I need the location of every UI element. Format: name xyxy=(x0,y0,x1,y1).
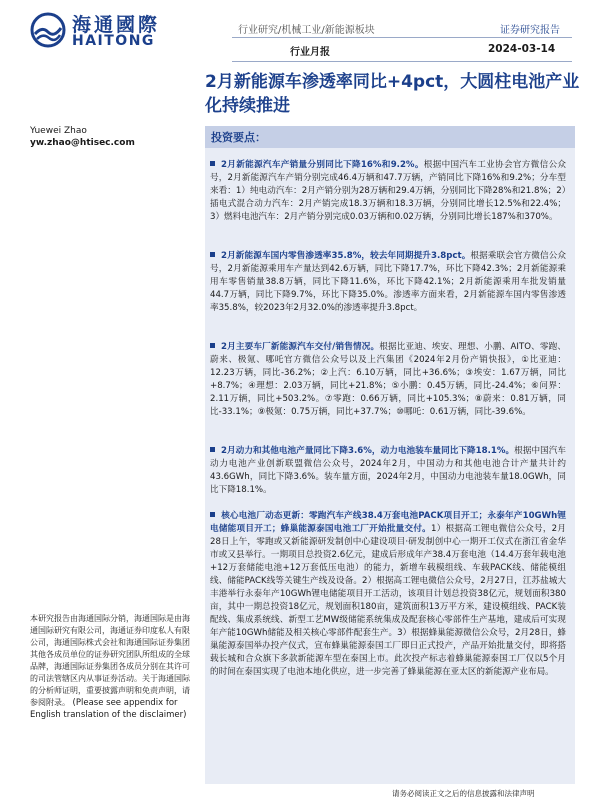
highlight-item xyxy=(210,250,566,315)
report-category: 行业研究/机械工业/新能源板块 xyxy=(238,25,375,36)
highlight-lead: 核心电池厂动态更新：零跑汽车产线38.4万套电池PACK项目开工；永泰年产10GWh锂电储能项目开工；蜂巢能源泰国电池工厂开始批量交付。 xyxy=(210,511,566,534)
bullet-icon xyxy=(210,447,215,452)
author-info xyxy=(30,125,135,149)
highlight-body: 根据中国汽车工业协会官方微信公众号，2月新能源汽车产销分别完成46.4万辆和47.7万辆，产销同比下降16%和9.2%；分车型来看：1）纯电动汽车：2月产销分别为28万辆和29.4万辆，分别同比下降28%和21.8%；2）插电式混合动力汽车：2月产销完成18.3万辆和18.3万辆，分别同比增长12.5%和22.4%；3）燃料电池汽车：2月产销分别完成0.03万辆和0.02万辆，分别同比增长187%和370%。 xyxy=(210,160,566,222)
header-divider xyxy=(232,37,572,38)
highlight-lead: 2月动力和其他电池产量同比下降3.6%，动力电池装车量同比下降18.1%。 xyxy=(221,446,515,456)
report-type: 行业月报 xyxy=(290,47,330,58)
report-title: 2月新能源车渗透率同比+4pct，大圆柱电池产业化持续推进 xyxy=(205,72,580,116)
haitong-logo-icon xyxy=(30,12,66,48)
disclaimer xyxy=(30,613,190,721)
highlight-item xyxy=(210,510,566,679)
bullet-icon xyxy=(210,252,215,257)
report-date: 2024-03-14 xyxy=(488,43,556,55)
report-header xyxy=(0,0,600,64)
highlight-lead: 2月主要车厂新能源汽车交付/销售情况。 xyxy=(221,342,380,352)
author-name: Yuewei Zhao xyxy=(30,126,87,136)
haitong-logo xyxy=(30,10,210,50)
report-label: 证券研究报告 xyxy=(500,25,560,36)
bullet-icon xyxy=(210,512,215,517)
highlight-body: 根据比亚迪、埃安、理想、小鹏、AITO、零跑、蔚来、极氪、哪吒官方微信公众号以及上汽集团《2024年2月份产销快报》，①比亚迪：12.23万辆，同比-36.2%；②上汽：6.10万辆，同比+36.6%；③埃安：1.67万辆，同比+8.7%；④理想：2.03万辆，同比+21.8%；⑤小鹏：0.45万辆，同比-24.4%；⑥问界：2.11万辆，同比+503.2%。⑦零跑：0.66万辆，同比+105.3%；⑧蔚来：0.81万辆，同比-33.1%；⑨极氪：0.75万辆，同比+37.7%；⑩哪吒：0.61万辆，同比-39.6%。 xyxy=(210,342,566,417)
bullet-icon xyxy=(210,343,215,348)
disclaimer-english: (Please see appendix for English translation of the disclaimer) xyxy=(30,698,187,720)
highlight-lead: 2月新能源车国内零售渗透率35.8%，较去年同期提升3.8pct。 xyxy=(221,251,471,261)
highlight-item xyxy=(210,341,566,419)
highlights-heading-bar xyxy=(205,126,575,148)
author-email[interactable]: yw.zhao@htisec.com xyxy=(30,138,135,148)
logo-english-name: HAITONG xyxy=(72,33,155,49)
highlight-lead: 2月新能源汽车产销量分别同比下降16%和9.2%。 xyxy=(221,160,424,170)
bullet-icon xyxy=(210,161,215,166)
disclaimer-chinese: 本研究报告由海通国际分销，海通国际是由海通国际研究有限公司，海通证券印度私人有限公司，海通国际株式会社和海通国际证券集团其他各成员单位的证券研究团队所组成的全球品牌，海通国际证券集团各成员分别在其许可的司法管辖区内从事证券活动。关于海通国际的分析师证明，重要披露声明和免责声明，请参阅附录。 xyxy=(30,614,190,707)
footer-notice: 请务必阅读正文之后的信息披露和法律声明 xyxy=(392,789,535,798)
highlight-item xyxy=(210,159,566,224)
highlight-body: 1）根据高工锂电微信公众号，2月28日上午，零跑或又新能源研发制创中心建设项目·研发制创中心一期开工仪式在浙江省金华市或又县举行。一期项目总投资2.6亿元，建成后形成年产38.4万套电池（14.4万套年载电池+12万套储能电池+12万套低压电池）的能力，新增车载模组线、车载PACK线、储能模组线、储能PACK线等关键生产线及设备。2）根据高工锂电微信公众号，2月27日，江苏盐城大丰港举行永泰年产10GWh锂电储能项目开工活动，该项目计划总投资38亿元，规划面积380亩，其中一期总投资18亿元，规划面积180亩，建筑面积13万平方米，建设模组线、PACK装配线、集成系统线、新型工艺MW级储能系统集成及配套核心零部件生产基地，建成后可实现年产能10GWh储能及相关核心零部件配套生产。3）根据蜂巢能源微信公众号，2月28日，蜂巢能源泰国举办投产仪式，宣布蜂巢能源泰国工厂即日正式投产，产品开始批量交付，即将搭载长城和合众旗下多款新能源车型在泰国上市。此次投产标志着蜂巢能源泰国工厂仅以5个月的时间在泰国实现了电池本地化供应，进一步完善了蜂巢能源在亚太区的新能源产业布局。 xyxy=(210,524,566,677)
header-divider-bottom xyxy=(232,61,572,62)
logo-chinese-name: 海通國際 xyxy=(72,14,161,36)
highlights-heading: 投资要点： xyxy=(211,131,266,144)
highlight-item xyxy=(210,445,566,497)
highlight-body: 根据乘联会官方微信公众号，2月新能源乘用车产量达到42.6万辆，同比下降17.7%，环比下降42.3%；2月新能源乘用车零售销量38.8万辆，同比下降11.6%，环比下降42.1%；2月新能源乘用车批发销量44.7万辆，同比下降9.7%，环比下降35.0%。渗透率方面来看，2月新能源车国内零售渗透率35.8%，较2023年2月32.0%的渗透率提升3.8pct。 xyxy=(210,251,566,313)
highlight-body: 根据中国汽车动力电池产业创新联盟微信公众号，2024年2月，中国动力和其他电池合计产量共计约43.6GWh，同比下降3.6%。装车量方面，2024年2月，中国动力电池装车量18.0GWh，同比下降18.1%。 xyxy=(210,446,566,495)
